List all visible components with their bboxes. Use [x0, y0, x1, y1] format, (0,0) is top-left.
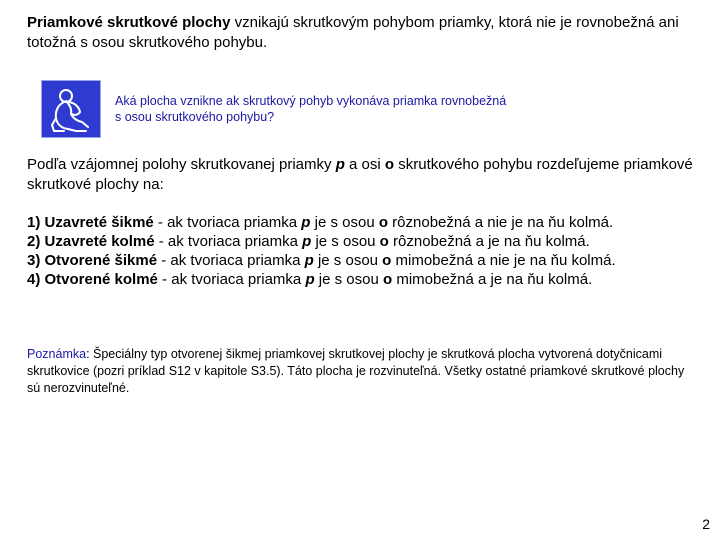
division-text-mid: a osi — [344, 156, 385, 173]
line-p: p — [305, 271, 315, 288]
list-item — [27, 251, 707, 270]
type-name: Uzavreté kolmé — [44, 233, 155, 250]
type-text: - ak tvoriaca priamka — [157, 252, 305, 269]
type-name: Uzavreté šikmé — [44, 214, 154, 231]
intro-paragraph — [27, 13, 697, 53]
type-text: je s osou — [310, 214, 379, 231]
list-item — [27, 270, 707, 289]
type-number: 2) — [27, 233, 45, 250]
type-text: je s osou — [311, 233, 380, 250]
axis-o: o — [382, 271, 393, 288]
type-text: rôznobežná a je na ňu kolmá. — [388, 233, 590, 250]
intro-text: vznikajú skrutkovým pohybom priamky, ktorá nie je rovnobežná ani totožná s osou skrutkového pohybu. — [27, 14, 679, 51]
type-name: Otvorené šikmé — [44, 252, 158, 269]
axis-o: o — [382, 252, 392, 269]
division-text-end: skrutkového pohybu rozdeľujeme priamkové skrutkové plochy na: — [27, 156, 693, 193]
division-paragraph — [27, 155, 697, 195]
type-number: 4) — [27, 271, 45, 288]
division-text-start: Podľa vzájomnej polohy skrutkovanej priamky — [27, 156, 336, 173]
type-text: - ak tvoriaca priamka — [154, 233, 303, 250]
type-text: rôznobežná a nie je na ňu kolmá. — [388, 214, 614, 231]
axis-o: o — [384, 156, 395, 173]
type-text: mimobežná a nie je na ňu kolmá. — [391, 252, 616, 269]
type-text: mimobežná a je na ňu kolmá. — [392, 271, 593, 288]
intro-term: Priamkové skrutkové plochy — [27, 14, 231, 31]
type-name: Otvorené kolmé — [44, 271, 158, 288]
type-text: je s osou — [313, 252, 383, 269]
list-item — [27, 213, 707, 232]
axis-o: o — [379, 233, 389, 250]
line-p: p — [335, 156, 345, 173]
type-number: 3) — [27, 252, 45, 269]
type-number: 1) — [27, 214, 45, 231]
type-text: je s osou — [314, 271, 383, 288]
thinker-icon[interactable] — [41, 80, 101, 138]
note-text: : Špeciálny typ otvorenej šikmej priamkovej skrutkovej plochy je skrutková plocha vytvorená dotyčnicami skrutkovice (pozri príklad S12 v kapitole S3.5). Táto plocha je rozvinuteľná. Všetky ostatné priamkové skrutkové plochy sú nerozvinuteľné. — [27, 347, 685, 395]
surface-types-list — [27, 213, 707, 289]
type-text: - ak tvoriaca priamka — [153, 214, 302, 231]
page-number: 2 — [702, 516, 710, 532]
line-p: p — [302, 233, 312, 250]
line-p: p — [304, 252, 314, 269]
type-text: - ak tvoriaca priamka — [157, 271, 306, 288]
note-label: Poznámka — [27, 347, 87, 361]
note-paragraph — [27, 346, 697, 397]
question-link[interactable]: Aká plocha vznikne ak skrutkový pohyb vykonáva priamka rovnobežná s osou skrutkového pohybu? — [115, 94, 507, 124]
line-p: p — [301, 214, 311, 231]
list-item — [27, 232, 707, 251]
axis-o: o — [378, 214, 389, 231]
